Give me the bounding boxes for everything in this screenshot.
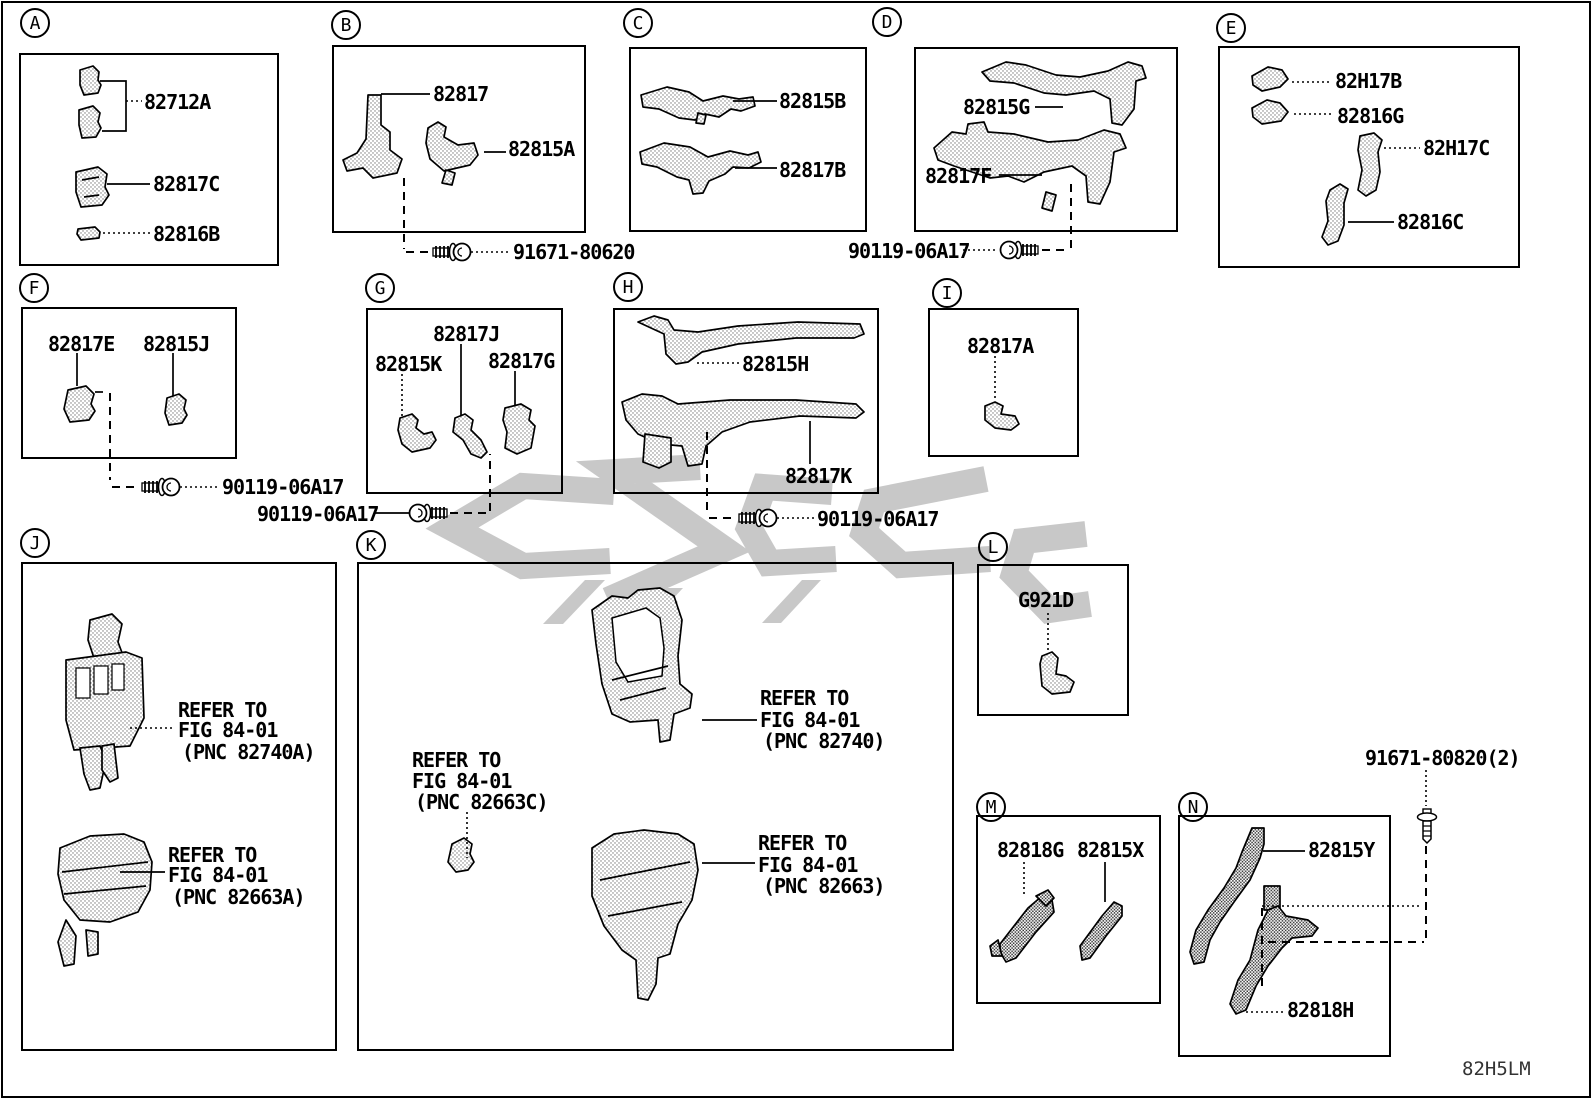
section-i-badge bbox=[932, 278, 962, 308]
part-label-82815B: 82815B bbox=[779, 89, 846, 113]
section-m-badge bbox=[976, 792, 1006, 822]
part-label-82817K: 82817K bbox=[785, 464, 852, 488]
section-i-box bbox=[928, 308, 1079, 457]
section-e-letter: E bbox=[1225, 17, 1237, 39]
section-e-badge bbox=[1216, 13, 1246, 43]
part-label-82817C: 82817C bbox=[153, 172, 220, 196]
section-c-badge bbox=[623, 8, 653, 38]
k-ref2-line2: FIG 84-01 bbox=[760, 708, 860, 732]
part-label-82815K: 82815K bbox=[375, 352, 442, 376]
section-f-box bbox=[21, 307, 237, 459]
part-label-82712A: 82712A bbox=[144, 90, 211, 114]
section-d-letter: D bbox=[881, 11, 893, 33]
section-k-letter: K bbox=[365, 534, 377, 556]
section-b-letter: B bbox=[340, 14, 352, 36]
section-d-box bbox=[914, 47, 1178, 232]
section-c-letter: C bbox=[632, 12, 644, 34]
part-label-82817: 82817 bbox=[433, 82, 489, 106]
part-label-82815Y: 82815Y bbox=[1308, 838, 1375, 862]
k-ref3-line1: REFER TO bbox=[758, 831, 847, 855]
bolt-label-91671-80820: 91671-80820(2) bbox=[1365, 746, 1520, 770]
bolt-label-90119-06A17-d: 90119-06A17 bbox=[848, 239, 970, 263]
k-ref1-line3: (PNC 82663C) bbox=[415, 790, 548, 814]
section-a-badge bbox=[20, 8, 50, 38]
j-ref2-line2: FIG 84-01 bbox=[168, 863, 268, 887]
part-label-82815H: 82815H bbox=[742, 352, 809, 376]
bolt-label-90119-06A17-h: 90119-06A17 bbox=[817, 507, 939, 531]
section-j-badge bbox=[20, 528, 50, 558]
part-label-82H17C: 82H17C bbox=[1423, 136, 1490, 160]
section-j-box bbox=[21, 562, 337, 1051]
k-ref2-line1: REFER TO bbox=[760, 686, 849, 710]
section-a-letter: A bbox=[29, 12, 41, 34]
section-d-badge bbox=[872, 7, 902, 37]
section-f-badge bbox=[19, 273, 49, 303]
bolt-label-90119-06A17-g: 90119-06A17 bbox=[257, 502, 379, 526]
section-n-letter: N bbox=[1187, 796, 1199, 818]
part-label-82818H: 82818H bbox=[1287, 998, 1354, 1022]
k-ref3-line3: (PNC 82663) bbox=[763, 874, 885, 898]
part-label-82815G: 82815G bbox=[963, 95, 1030, 119]
k-ref1-line1: REFER TO bbox=[412, 748, 501, 772]
section-j-letter: J bbox=[29, 532, 41, 554]
part-label-82816B: 82816B bbox=[153, 222, 220, 246]
part-label-82817E: 82817E bbox=[48, 332, 115, 356]
section-l-badge bbox=[978, 532, 1008, 562]
part-label-82817F: 82817F bbox=[925, 164, 992, 188]
part-label-G921D: G921D bbox=[1018, 588, 1074, 612]
part-label-82816G: 82816G bbox=[1337, 104, 1404, 128]
section-b-badge bbox=[331, 10, 361, 40]
j-ref2-line1: REFER TO bbox=[168, 843, 257, 867]
section-i-letter: I bbox=[941, 282, 953, 304]
section-k-badge bbox=[356, 530, 386, 560]
section-c-box bbox=[629, 47, 867, 232]
part-label-82818G: 82818G bbox=[997, 838, 1064, 862]
bolt-label-91671-80620: 91671-80620 bbox=[513, 240, 635, 264]
section-g-letter: G bbox=[374, 277, 386, 299]
j-ref1-line3: (PNC 82740A) bbox=[182, 740, 315, 764]
part-label-82817J: 82817J bbox=[433, 322, 500, 346]
section-g-badge bbox=[365, 273, 395, 303]
section-m-letter: M bbox=[985, 796, 997, 818]
k-ref2-line3: (PNC 82740) bbox=[763, 729, 885, 753]
part-label-82815A: 82815A bbox=[508, 137, 575, 161]
part-label-82H17B: 82H17B bbox=[1335, 69, 1402, 93]
section-f-letter: F bbox=[28, 277, 40, 299]
j-ref1-line2: FIG 84-01 bbox=[178, 718, 278, 742]
section-a-box bbox=[19, 53, 279, 266]
figure-code: 82H5LM bbox=[1462, 1058, 1531, 1080]
section-h-badge bbox=[613, 272, 643, 302]
j-ref2-line3: (PNC 82663A) bbox=[172, 885, 305, 909]
part-label-82817B: 82817B bbox=[779, 158, 846, 182]
section-n-badge bbox=[1178, 792, 1208, 822]
part-label-82815X: 82815X bbox=[1077, 838, 1144, 862]
bolt-label-90119-06A17-f: 90119-06A17 bbox=[222, 475, 344, 499]
k-ref3-line2: FIG 84-01 bbox=[758, 853, 858, 877]
part-label-82817A: 82817A bbox=[967, 334, 1034, 358]
section-l-letter: L bbox=[987, 536, 999, 558]
section-h-letter: H bbox=[622, 276, 634, 298]
section-l-box bbox=[977, 564, 1129, 716]
j-ref1-line1: REFER TO bbox=[178, 698, 267, 722]
k-ref1-line2: FIG 84-01 bbox=[412, 769, 512, 793]
part-label-82817G: 82817G bbox=[488, 349, 555, 373]
part-label-82816C: 82816C bbox=[1397, 210, 1464, 234]
part-label-82815J: 82815J bbox=[143, 332, 210, 356]
